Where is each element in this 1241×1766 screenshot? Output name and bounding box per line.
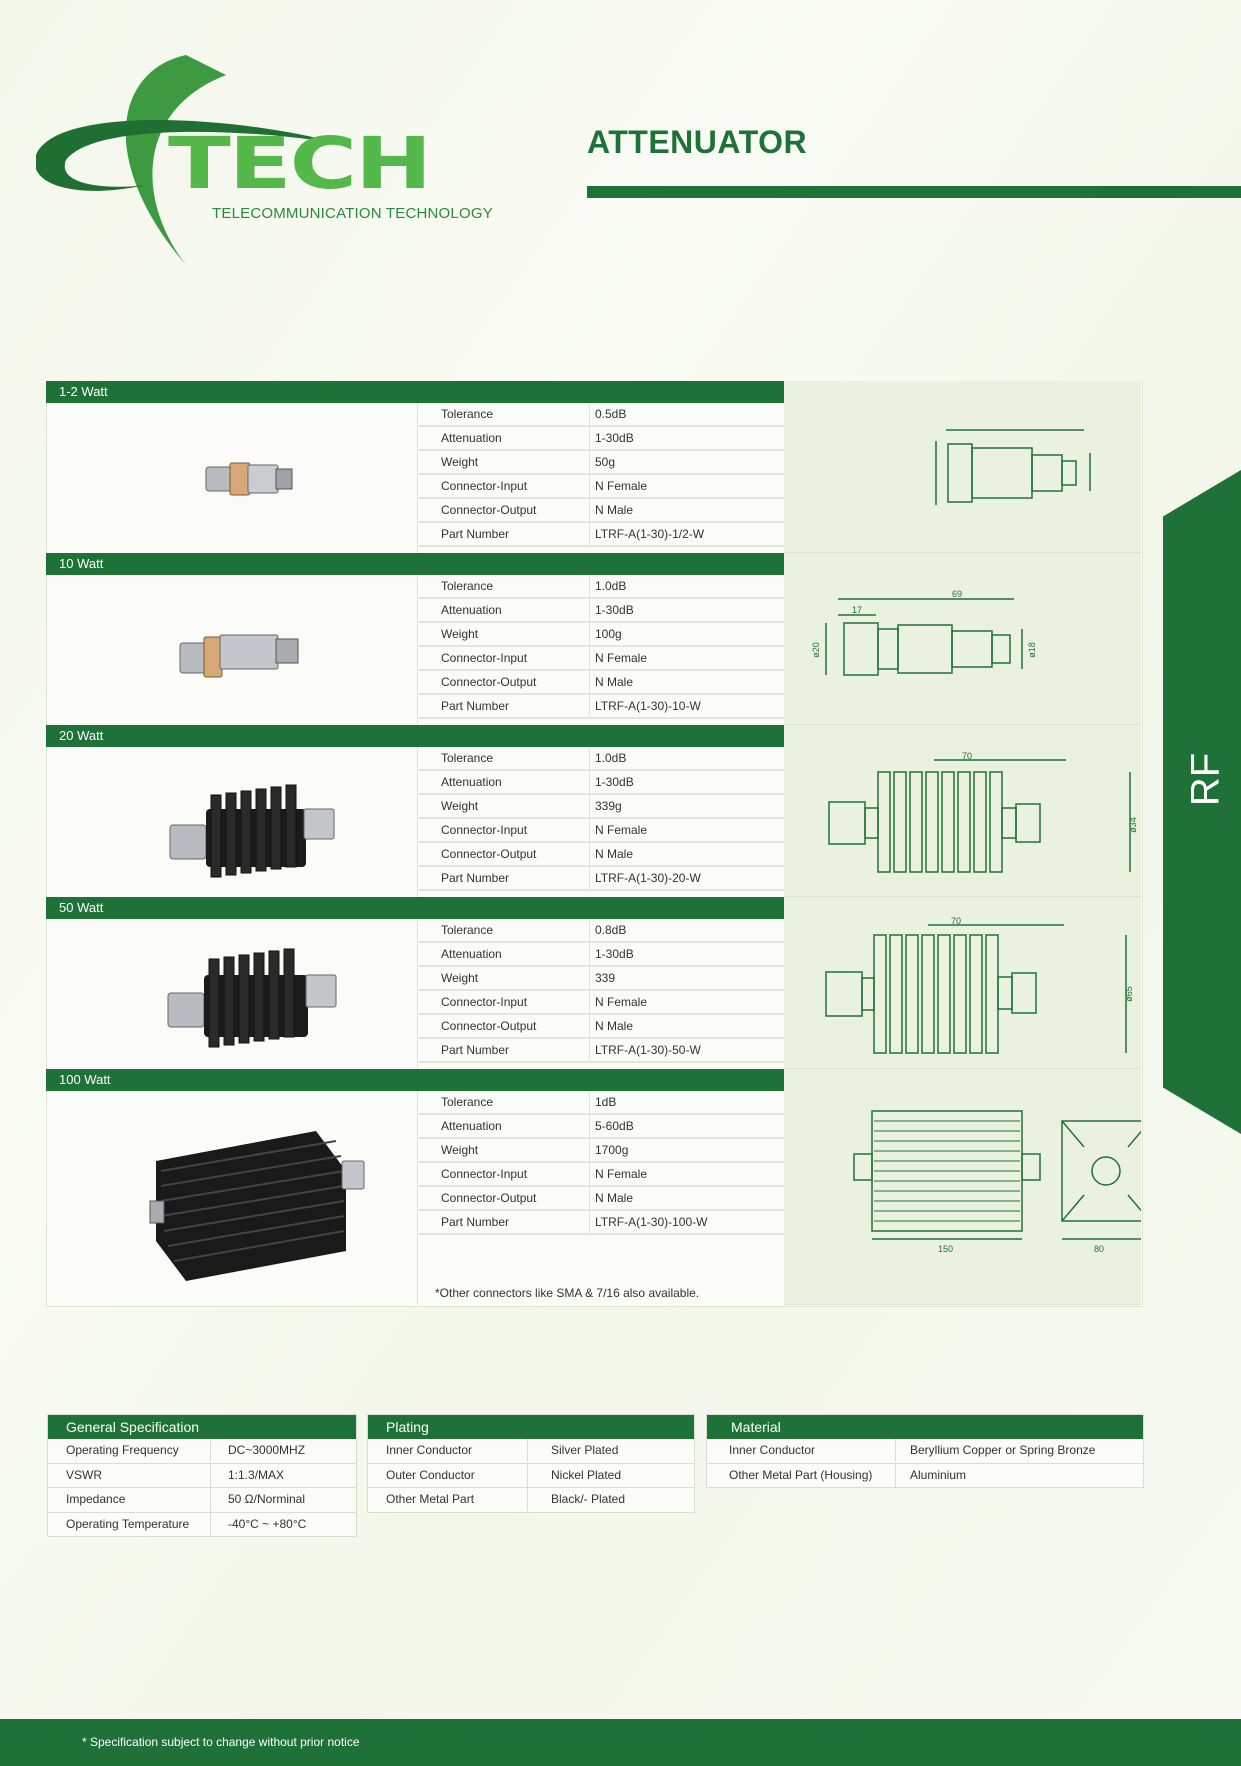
product-photo: [46, 919, 418, 1069]
table-row: [48, 1464, 356, 1489]
product-photo: [46, 747, 418, 897]
spec-label: Part Number: [441, 871, 510, 885]
row-label: Other Metal Part (Housing): [729, 1467, 873, 1482]
attenuator-photo-small: [46, 403, 418, 553]
dimension-label: ø20: [810, 642, 821, 658]
table-row: [368, 1439, 694, 1464]
spec-label: Part Number: [441, 1043, 510, 1057]
table-row: [48, 1513, 356, 1537]
attenuator-photo-10w: [46, 575, 418, 725]
technical-drawing: [784, 897, 1141, 1069]
spec-row: [419, 499, 784, 523]
spec-row: [419, 747, 784, 771]
row-label: Outer Conductor: [386, 1467, 475, 1482]
spec-value: 1700g: [595, 1143, 629, 1157]
material-table: [706, 1414, 1144, 1488]
spec-value: N Male: [595, 675, 634, 689]
logo-wordmark: TECH: [168, 121, 431, 206]
section-1-2-watt: [46, 381, 1141, 553]
spec-row: [419, 1115, 784, 1139]
spec-value: LTRF-A(1-30)-1/2-W: [595, 527, 705, 541]
spec-row: [419, 403, 784, 427]
spec-label: Attenuation: [441, 1119, 502, 1133]
spec-label: Attenuation: [441, 947, 502, 961]
plating-table: [367, 1414, 695, 1513]
row-value: Black/- Plated: [551, 1492, 626, 1506]
spec-row: [419, 647, 784, 671]
spec-row: [419, 795, 784, 819]
spec-label: Connector-Input: [441, 1167, 528, 1181]
spec-value: 0.5dB: [595, 407, 627, 421]
spec-label: Weight: [441, 627, 479, 641]
spec-row: [419, 623, 784, 647]
table-row: [707, 1439, 1143, 1464]
spec-row: [419, 1163, 784, 1187]
spec-row: [419, 575, 784, 599]
spec-label: Connector-Input: [441, 651, 528, 665]
spec-value: 50g: [595, 455, 616, 469]
row-label: Operating Temperature: [66, 1516, 190, 1531]
section-50-watt: [46, 897, 1141, 1069]
section-header: 1-2 Watt: [46, 381, 784, 403]
dimension-label: 70: [951, 916, 962, 926]
drawing-50-watt: [784, 897, 1141, 1069]
spec-value: 5-60dB: [595, 1119, 634, 1133]
spec-row: [419, 695, 784, 719]
spec-label: Connector-Input: [441, 479, 528, 493]
table-header: Material: [707, 1415, 1143, 1439]
spec-value: 339: [595, 971, 616, 985]
row-label: Operating Frequency: [66, 1443, 179, 1457]
spec-list: [419, 1091, 784, 1235]
spec-row: [419, 943, 784, 967]
spec-label: Tolerance: [441, 923, 494, 937]
spec-row: [419, 819, 784, 843]
spec-row: [419, 523, 784, 547]
spec-row: [419, 919, 784, 943]
spec-label: Weight: [441, 799, 479, 813]
spec-label: Connector-Output: [441, 847, 537, 861]
product-photo: [46, 1091, 418, 1305]
spec-value: N Female: [595, 1167, 648, 1181]
spec-value: LTRF-A(1-30)-50-W: [595, 1043, 701, 1057]
spec-label: Connector-Input: [441, 823, 528, 837]
spec-value: 1dB: [595, 1095, 617, 1109]
spec-row: [419, 475, 784, 499]
spec-value: N Female: [595, 823, 648, 837]
spec-value: N Female: [595, 995, 648, 1009]
spec-value: N Male: [595, 503, 634, 517]
spec-row: [419, 991, 784, 1015]
table-row: [368, 1488, 694, 1512]
row-value: -40°C ~ +80°C: [228, 1516, 307, 1531]
section-header: 50 Watt: [46, 897, 784, 919]
row-value: Beryllium Copper or Spring Bronze: [910, 1443, 1096, 1457]
table-header: Plating: [368, 1415, 694, 1439]
technical-drawing: [784, 381, 1141, 553]
row-value: 1:1.3/MAX: [228, 1467, 285, 1482]
spec-row: [419, 1211, 784, 1235]
spec-row: [419, 843, 784, 867]
spec-label: Part Number: [441, 527, 510, 541]
spec-label: Connector-Output: [441, 503, 537, 517]
row-value: 50 Ω/Norminal: [228, 1492, 305, 1506]
attenuator-photo-20w: [46, 747, 418, 897]
technical-drawing: [784, 553, 1141, 725]
dimension-label: ø65: [1123, 986, 1134, 1002]
spec-value: N Male: [595, 847, 634, 861]
section-100-watt: [46, 1069, 1141, 1305]
dimension-label: 69: [952, 589, 963, 599]
table-row: [48, 1488, 356, 1513]
dimension-label: 70: [962, 751, 973, 761]
row-label: Inner Conductor: [729, 1443, 816, 1457]
dimension-label: 17: [852, 605, 863, 615]
general-spec-table: [47, 1414, 357, 1537]
spec-label: Tolerance: [441, 1095, 494, 1109]
row-label: Other Metal Part: [386, 1492, 475, 1506]
spec-list: [419, 747, 784, 891]
spec-row: [419, 451, 784, 475]
spec-label: Weight: [441, 455, 479, 469]
drawing-10-watt: [784, 553, 1141, 725]
attenuator-photo-100w: [46, 1091, 418, 1305]
spec-list: [419, 575, 784, 719]
spec-value: N Male: [595, 1019, 634, 1033]
spec-label: Tolerance: [441, 407, 494, 421]
spec-row: [419, 1187, 784, 1211]
spec-value: 1.0dB: [595, 579, 627, 593]
title-rule: [587, 186, 1241, 198]
row-value: Aluminium: [910, 1467, 967, 1482]
section-20-watt: [46, 725, 1141, 897]
connectors-note: *Other connectors like SMA & 7/16 also available.: [435, 1286, 700, 1300]
spec-value: 1.0dB: [595, 751, 627, 765]
spec-row: [419, 1091, 784, 1115]
spec-label: Tolerance: [441, 579, 494, 593]
technical-drawing: [784, 725, 1141, 897]
side-tab-label: RF: [1183, 752, 1228, 807]
dimension-label: ø18: [1026, 642, 1037, 658]
spec-row: [419, 771, 784, 795]
row-label: Impedance: [66, 1492, 126, 1506]
section-header: 20 Watt: [46, 725, 784, 747]
product-photo: [46, 575, 418, 725]
product-photo: [46, 403, 418, 553]
spec-value: N Male: [595, 1191, 634, 1205]
spec-value: 1-30dB: [595, 603, 634, 617]
spec-value: 1-30dB: [595, 947, 634, 961]
row-label: Inner Conductor: [386, 1443, 473, 1457]
spec-value: 0.8dB: [595, 923, 627, 937]
table-row: [368, 1464, 694, 1489]
technical-drawing: [784, 1069, 1141, 1305]
spec-value: N Female: [595, 651, 648, 665]
spec-label: Connector-Output: [441, 1019, 537, 1033]
spec-row: [419, 1039, 784, 1063]
spec-value: 100g: [595, 627, 622, 641]
spec-row: [419, 1015, 784, 1039]
spec-value: 1-30dB: [595, 431, 634, 445]
drawing-1-2-watt: [784, 381, 1141, 553]
spec-list: [419, 403, 784, 547]
attenuator-photo-50w: [46, 919, 418, 1069]
spec-value: 339g: [595, 799, 622, 813]
dimension-label: 150: [938, 1244, 954, 1254]
section-10-watt: [46, 553, 1141, 725]
spec-label: Connector-Input: [441, 995, 528, 1009]
spec-row: [419, 967, 784, 991]
drawing-100-watt: [784, 1069, 1141, 1305]
spec-label: Weight: [441, 1143, 479, 1157]
table-row: [707, 1464, 1143, 1488]
spec-label: Part Number: [441, 1215, 510, 1229]
spec-label: Attenuation: [441, 775, 502, 789]
spec-label: Connector-Output: [441, 675, 537, 689]
row-value: Nickel Plated: [551, 1467, 622, 1482]
spec-row: [419, 1139, 784, 1163]
spec-label: Connector-Output: [441, 1191, 537, 1205]
spec-value: N Female: [595, 479, 648, 493]
spec-row: [419, 867, 784, 891]
dimension-label: 80: [1094, 1244, 1105, 1254]
spec-label: Tolerance: [441, 751, 494, 765]
table-header: General Specification: [48, 1415, 356, 1439]
row-value: DC~3000MHZ: [228, 1443, 306, 1457]
spec-value: LTRF-A(1-30)-10-W: [595, 699, 701, 713]
spec-value: 1-30dB: [595, 775, 634, 789]
logo-tagline: TELECOMMUNICATION TECHNOLOGY: [212, 205, 493, 222]
spec-row: [419, 671, 784, 695]
spec-value: LTRF-A(1-30)-20-W: [595, 871, 701, 885]
page-title: ATTENUATOR: [587, 124, 808, 160]
spec-row: [419, 599, 784, 623]
spec-label: Attenuation: [441, 431, 502, 445]
spec-list: [419, 919, 784, 1063]
spec-row: [419, 427, 784, 451]
row-label: VSWR: [66, 1467, 102, 1482]
section-header: 10 Watt: [46, 553, 784, 575]
dimension-label: ø34: [1127, 817, 1138, 833]
spec-label: Attenuation: [441, 603, 502, 617]
table-row: [48, 1439, 356, 1464]
section-header: 100 Watt: [46, 1069, 784, 1091]
spec-label: Weight: [441, 971, 479, 985]
spec-label: Part Number: [441, 699, 510, 713]
row-value: Silver Plated: [551, 1443, 619, 1457]
spec-value: LTRF-A(1-30)-100-W: [595, 1215, 708, 1229]
footer-disclaimer: * Specification subject to change without prior notice: [82, 1735, 360, 1749]
